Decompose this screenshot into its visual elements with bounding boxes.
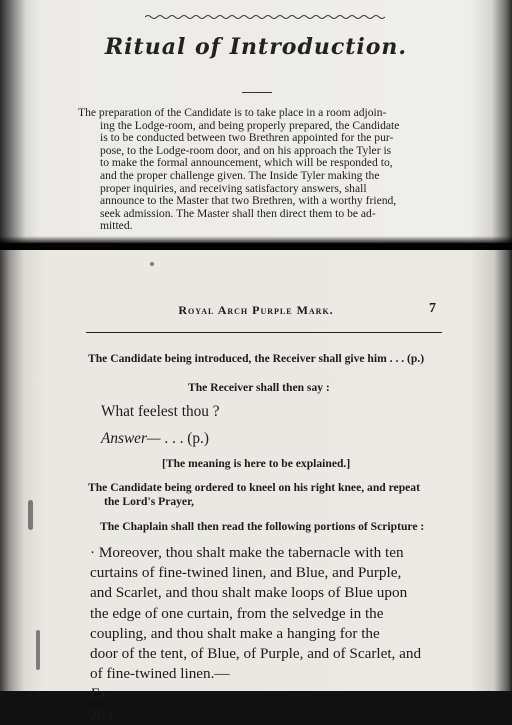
scripture-line: curtains of fine-twined linen, and Blue, and Purple, <box>90 564 402 582</box>
page-number: 7 <box>429 301 436 316</box>
scripture-line: door of the tent, of Blue, of Purple, and of Scarlet, and <box>90 645 422 663</box>
paragraph-line: The preparation of the Candidate is to take place in a room adjoin- <box>78 106 387 119</box>
answer-label: Answer— <box>101 430 161 447</box>
paragraph-line: mitted. <box>100 219 133 233</box>
top-page <box>0 0 512 243</box>
answer-line <box>101 430 209 448</box>
paragraph-line: announce to the Master that two Brethren, with a worthy friend, <box>100 194 397 208</box>
decorative-wave-rule <box>145 14 385 20</box>
header-rule <box>86 332 442 333</box>
scripture-line: · Moreover, thou shalt make the tabernacle with ten <box>90 544 404 561</box>
scripture-last-text: of fine-twined linen.— <box>90 665 230 683</box>
kneel-instruction-line-2: the Lord's Prayer, <box>104 495 195 508</box>
scripture-passage <box>90 543 445 725</box>
ink-speck <box>28 500 33 530</box>
scripture-line: the edge of one curtain, from the selvedge in the <box>90 604 384 622</box>
scripture-line: and Scarlet, and thou shalt make loops of Blue upon <box>90 584 408 602</box>
scripture-line: coupling, and thou shalt make a hanging for the <box>90 624 380 642</box>
question-line: What feelest thou ? <box>101 403 220 420</box>
introduction-paragraph <box>78 107 490 233</box>
scripture-reference-number: 26 c. <box>90 705 120 723</box>
ink-speck <box>36 630 40 670</box>
paragraph-line: proper inquiries, and receiving satisfactory answers, shall <box>100 181 367 195</box>
answer-text: . . . (p.) <box>164 430 209 447</box>
scripture-reference-book: Ex. <box>90 685 110 703</box>
paragraph-line: and the proper challenge given. The Inside Tyler making the <box>100 168 380 182</box>
scripture-line-last <box>90 664 445 725</box>
candidate-introduced-line: The Candidate being introduced, the Receiver shall give him . . . (p.) <box>88 352 425 365</box>
running-head: Royal Arch Purple Mark. <box>178 303 334 317</box>
paragraph-line: seek admission. The Master shall then direct them to be ad- <box>100 206 376 220</box>
title-divider <box>242 92 272 93</box>
ink-speck <box>150 262 154 266</box>
paragraph-line: ing the Lodge-room, and being properly prepared, the Candidate <box>100 118 400 132</box>
paragraph-line: is to be conducted between two Brethren appointed for the pur- <box>100 131 394 145</box>
page-title: Ritual of Introduction. <box>104 34 408 60</box>
chaplain-instruction: The Chaplain shall then read the following portions of Scripture : <box>100 520 425 533</box>
paragraph-line: pose, to the Lodge-room door, and on his approach the Tyler is <box>100 143 392 157</box>
kneel-instruction-line-1: The Candidate being ordered to kneel on his right knee, and repeat <box>88 481 420 494</box>
meaning-note: [The meaning is here to be explained.] <box>162 457 351 470</box>
receiver-instruction: The Receiver shall then say : <box>188 381 330 394</box>
paragraph-line: to make the formal announcement, which will be responded to, <box>100 156 393 170</box>
